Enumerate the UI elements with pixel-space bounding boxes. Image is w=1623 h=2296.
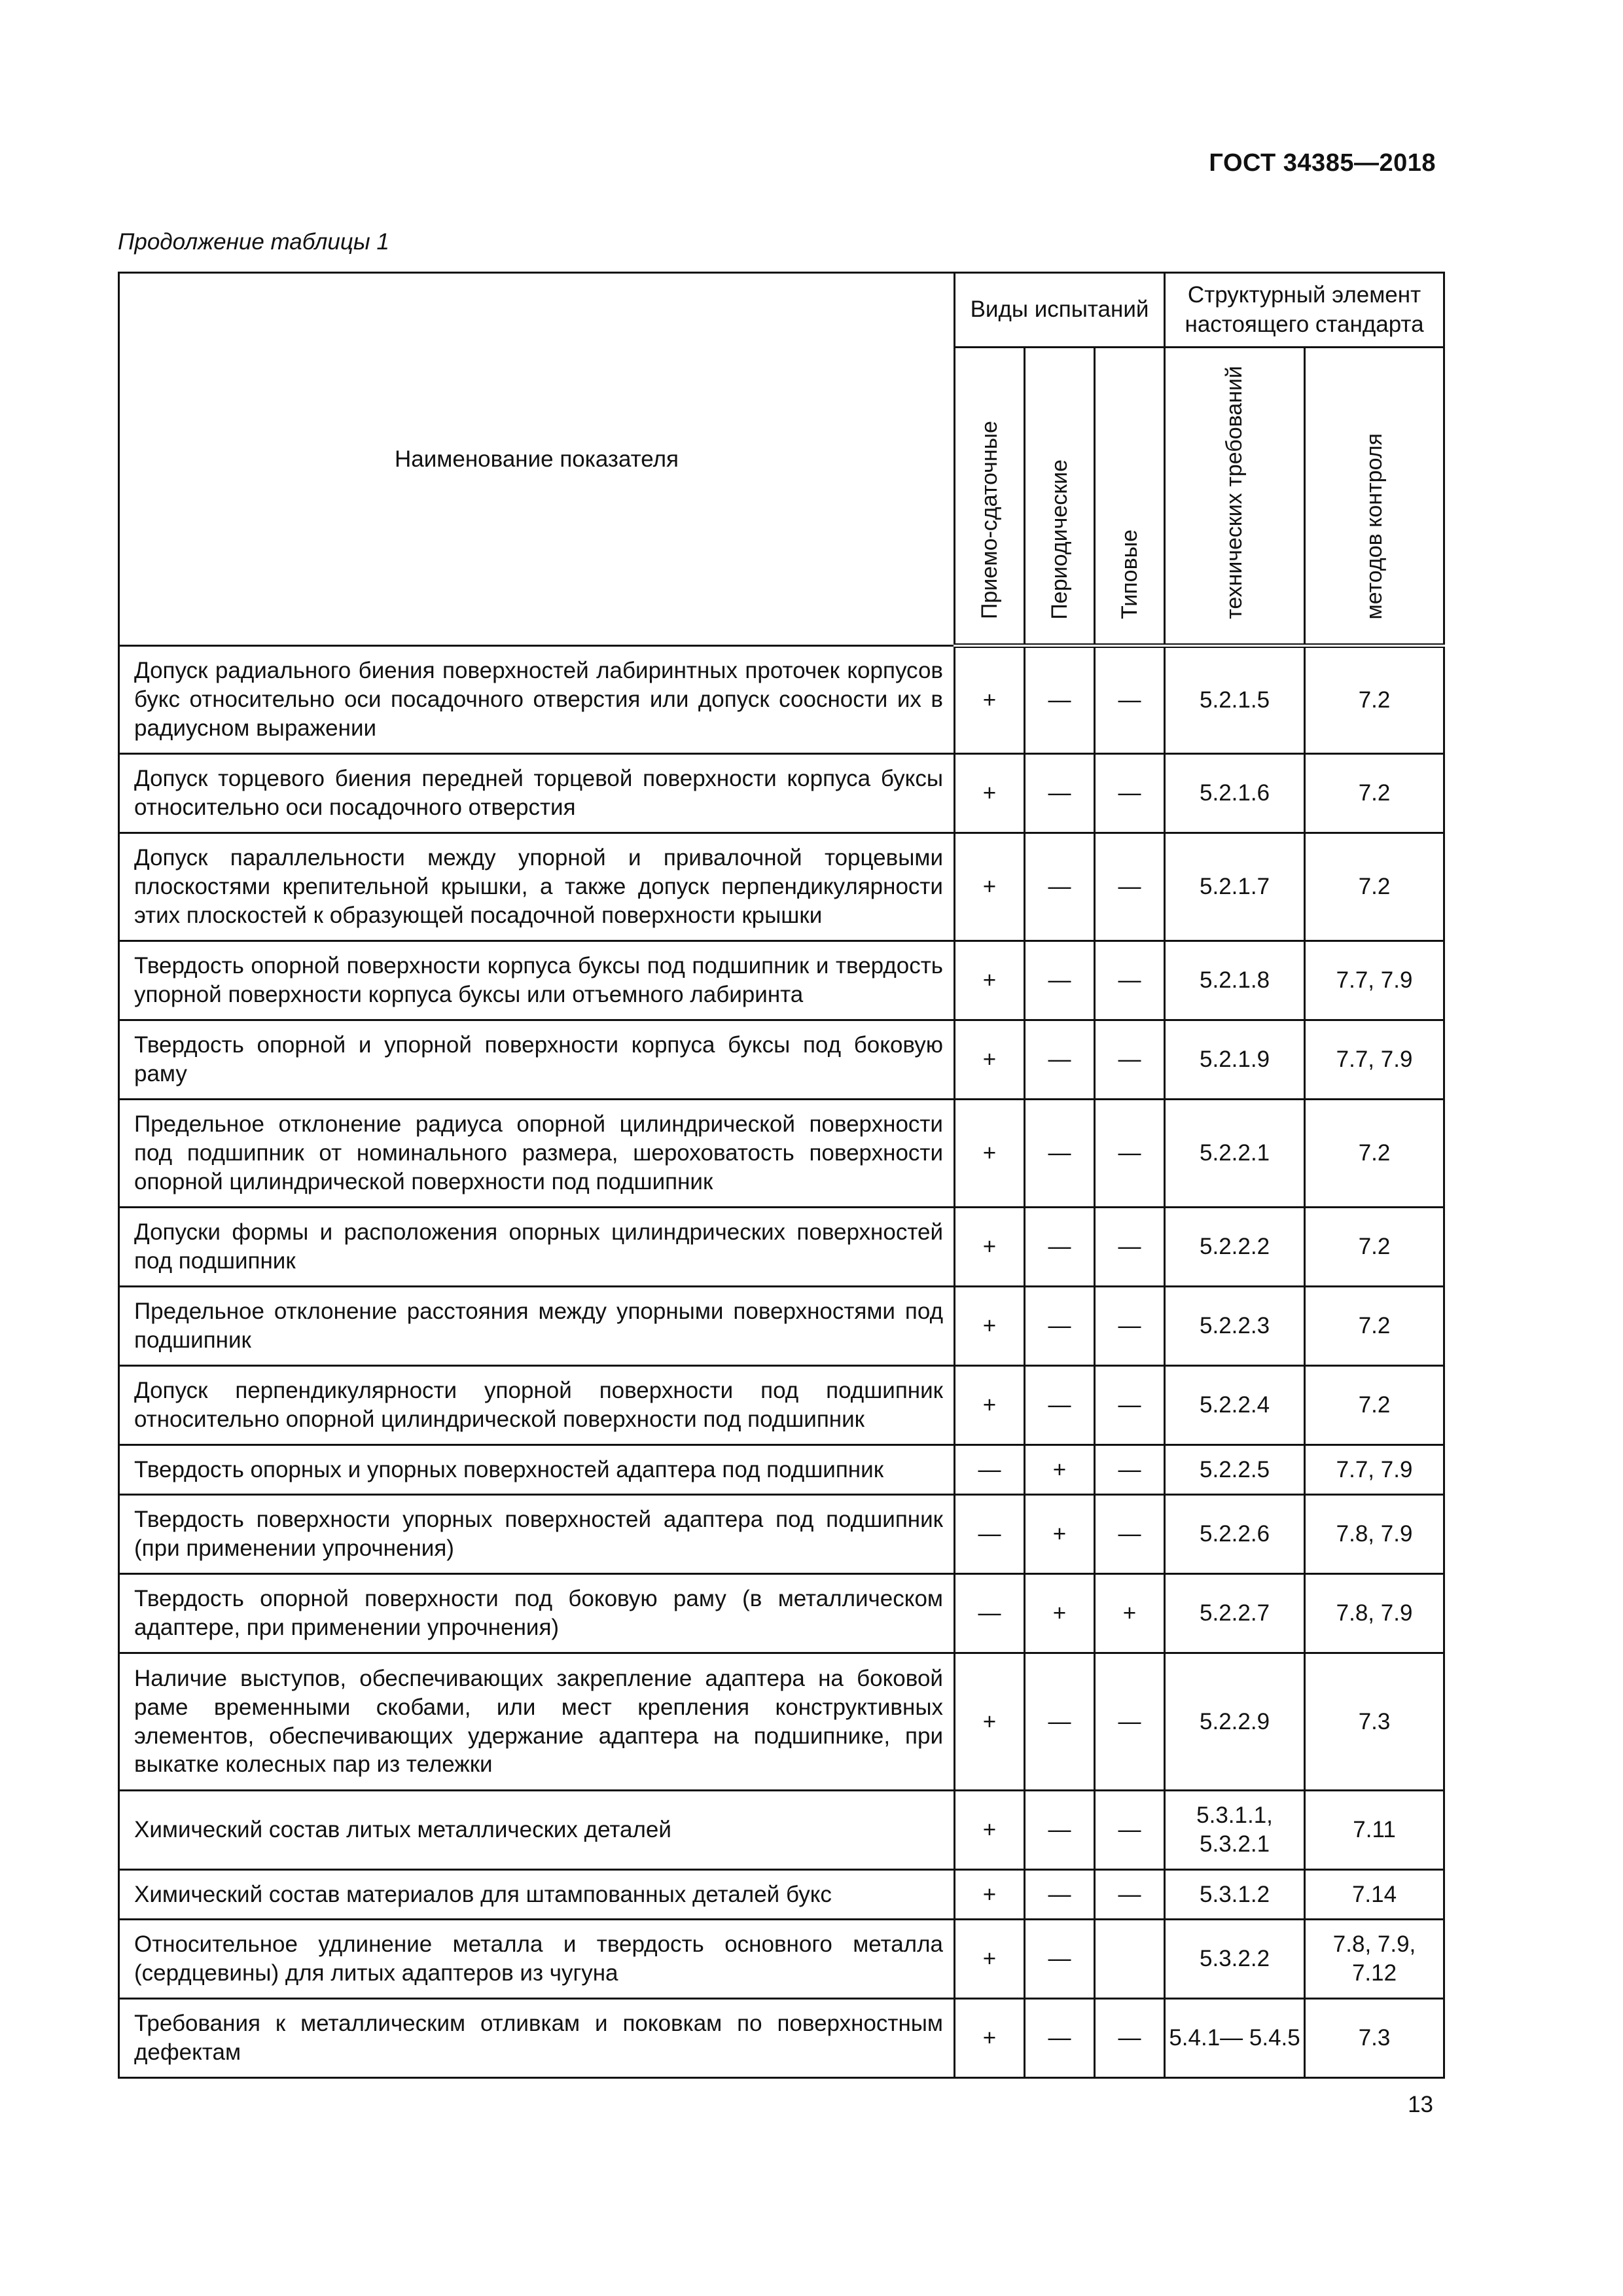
header-acceptance-tests: Приемо-сдаточные (955, 348, 1025, 646)
periodic-mark: — (1025, 1208, 1095, 1287)
table-row (119, 646, 1444, 754)
control-method-ref: 7.7, 7.9 (1305, 1445, 1444, 1495)
page-number: 13 (1408, 2092, 1433, 2117)
periodic-mark: — (1025, 1020, 1095, 1100)
control-method-ref: 7.3 (1305, 1653, 1444, 1791)
periodic-mark: — (1025, 1870, 1095, 1920)
type-mark: — (1095, 833, 1165, 941)
indicator-name: Допуск перпендикулярности упорной поверхности под подшипник относительно опорной цилиндрической поверхности под подшипник (119, 1366, 955, 1445)
technical-requirement-ref: 5.3.2.2 (1165, 1920, 1305, 1999)
periodic-mark: — (1025, 1366, 1095, 1445)
acceptance-mark: + (955, 833, 1025, 941)
control-method-ref: 7.7, 7.9 (1305, 1020, 1444, 1100)
table-row (119, 1287, 1444, 1366)
indicator-name: Твердость опорной поверхности корпуса буксы под подшипник и твердость упорной поверхности корпуса буксы или отъемного лабиринта (119, 941, 955, 1020)
technical-requirement-ref: 5.3.1.1, 5.3.2.1 (1165, 1791, 1305, 1870)
type-mark: — (1095, 646, 1165, 754)
technical-requirement-ref: 5.2.2.1 (1165, 1100, 1305, 1208)
indicator-name: Твердость опорной поверхности под боковую раму (в металлическом адаптере, при применении упрочнения) (119, 1574, 955, 1653)
header-structural-element: Структурный элемент настоящего стандарта (1165, 273, 1444, 348)
technical-requirement-ref: 5.2.2.5 (1165, 1445, 1305, 1495)
technical-requirement-ref: 5.2.2.4 (1165, 1366, 1305, 1445)
indicator-name: Допуск радиального биения поверхностей лабиринтных проточек корпусов букс относительно оси посадочного отверстия или допуск соосности их в радиусном выражении (119, 646, 955, 754)
control-method-ref: 7.2 (1305, 1208, 1444, 1287)
periodic-mark: + (1025, 1495, 1095, 1574)
table-row (119, 1495, 1444, 1574)
control-method-ref: 7.2 (1305, 1100, 1444, 1208)
technical-requirement-ref: 5.3.1.2 (1165, 1870, 1305, 1920)
acceptance-mark: + (955, 646, 1025, 754)
technical-requirement-ref: 5.2.2.3 (1165, 1287, 1305, 1366)
indicator-name: Химический состав материалов для штампованных деталей букс (119, 1870, 955, 1920)
indicator-name: Твердость поверхности упорных поверхностей адаптера под подшипник (при применении упрочнения) (119, 1495, 955, 1574)
control-method-ref: 7.8, 7.9 (1305, 1495, 1444, 1574)
control-method-ref: 7.8, 7.9 (1305, 1574, 1444, 1653)
control-method-ref: 7.14 (1305, 1870, 1444, 1920)
technical-requirement-ref: 5.2.1.5 (1165, 646, 1305, 754)
table-caption: Продолжение таблицы 1 (118, 229, 389, 255)
acceptance-mark: + (955, 1020, 1025, 1100)
header-periodic-tests: Периодические (1025, 348, 1095, 646)
control-method-ref: 7.8, 7.9, 7.12 (1305, 1920, 1444, 1999)
technical-requirement-ref: 5.2.2.2 (1165, 1208, 1305, 1287)
periodic-mark: — (1025, 941, 1095, 1020)
type-mark: + (1095, 1574, 1165, 1653)
periodic-mark: — (1025, 1100, 1095, 1208)
periodic-mark: — (1025, 1999, 1095, 2078)
control-method-ref: 7.2 (1305, 1287, 1444, 1366)
periodic-mark: — (1025, 754, 1095, 833)
type-mark: — (1095, 1791, 1165, 1870)
indicator-name: Предельное отклонение радиуса опорной цилиндрической поверхности под подшипник от номинального размера, шероховатость поверхности опорной цилиндрической поверхности под подшипник (119, 1100, 955, 1208)
indicator-name: Предельное отклонение расстояния между упорными поверхностями под подшипник (119, 1287, 955, 1366)
type-mark: — (1095, 1208, 1165, 1287)
header-test-types: Виды испытаний (955, 273, 1165, 348)
acceptance-mark: — (955, 1495, 1025, 1574)
indicator-name: Требования к металлическим отливкам и поковкам по поверхностным дефектам (119, 1999, 955, 2078)
table-row (119, 1020, 1444, 1100)
header-technical-requirements: технических требований (1165, 348, 1305, 646)
type-mark: — (1095, 1020, 1165, 1100)
periodic-mark: + (1025, 1445, 1095, 1495)
table-row (119, 1366, 1444, 1445)
acceptance-mark: + (955, 941, 1025, 1020)
table-row (119, 1208, 1444, 1287)
type-mark: — (1095, 1653, 1165, 1791)
table-row (119, 941, 1444, 1020)
type-mark: — (1095, 1870, 1165, 1920)
table-row (119, 1870, 1444, 1920)
type-mark: — (1095, 1287, 1165, 1366)
type-mark: — (1095, 941, 1165, 1020)
type-mark: — (1095, 1445, 1165, 1495)
table-row (119, 1791, 1444, 1870)
control-method-ref: 7.2 (1305, 646, 1444, 754)
type-mark: — (1095, 1366, 1165, 1445)
table-row (119, 1653, 1444, 1791)
control-method-ref: 7.11 (1305, 1791, 1444, 1870)
periodic-mark: + (1025, 1574, 1095, 1653)
indicator-name: Допуск торцевого биения передней торцевой поверхности корпуса буксы относительно оси посадочного отверстия (119, 754, 955, 833)
acceptance-mark: — (955, 1445, 1025, 1495)
table-row (119, 833, 1444, 941)
control-method-ref: 7.3 (1305, 1999, 1444, 2078)
indicator-name: Твердость опорных и упорных поверхностей адаптера под подшипник (119, 1445, 955, 1495)
table-row (119, 1445, 1444, 1495)
acceptance-mark: + (955, 1287, 1025, 1366)
acceptance-mark: + (955, 1100, 1025, 1208)
document-code: ГОСТ 34385—2018 (1209, 149, 1436, 177)
control-method-ref: 7.2 (1305, 833, 1444, 941)
indicator-name: Допуски формы и расположения опорных цилиндрических поверхностей под подшипник (119, 1208, 955, 1287)
table-row (119, 1999, 1444, 2078)
type-mark: — (1095, 1999, 1165, 2078)
indicator-name: Относительное удлинение металла и твердость основного металла (сердцевины) для литых адаптеров из чугуна (119, 1920, 955, 1999)
header-indicator-name: Наименование показателя (119, 273, 955, 646)
acceptance-mark: + (955, 1920, 1025, 1999)
technical-requirement-ref: 5.2.2.6 (1165, 1495, 1305, 1574)
acceptance-mark: + (955, 1870, 1025, 1920)
technical-requirement-ref: 5.2.2.7 (1165, 1574, 1305, 1653)
acceptance-mark: + (955, 1791, 1025, 1870)
type-mark: — (1095, 754, 1165, 833)
header-type-tests: Типовые (1095, 348, 1165, 646)
type-mark: — (1095, 1100, 1165, 1208)
technical-requirement-ref: 5.2.1.8 (1165, 941, 1305, 1020)
indicator-name: Твердость опорной и упорной поверхности корпуса буксы под боковую раму (119, 1020, 955, 1100)
technical-requirement-ref: 5.2.1.7 (1165, 833, 1305, 941)
acceptance-mark: — (955, 1574, 1025, 1653)
header-control-methods: методов контроля (1305, 348, 1444, 646)
periodic-mark: — (1025, 646, 1095, 754)
periodic-mark: — (1025, 1920, 1095, 1999)
type-mark: — (1095, 1495, 1165, 1574)
periodic-mark: — (1025, 1791, 1095, 1870)
indicators-table (118, 272, 1445, 2079)
type-mark (1095, 1920, 1165, 1999)
acceptance-mark: + (955, 754, 1025, 833)
table-row (119, 1574, 1444, 1653)
acceptance-mark: + (955, 1208, 1025, 1287)
control-method-ref: 7.2 (1305, 1366, 1444, 1445)
control-method-ref: 7.2 (1305, 754, 1444, 833)
acceptance-mark: + (955, 1366, 1025, 1445)
acceptance-mark: + (955, 1653, 1025, 1791)
technical-requirement-ref: 5.2.2.9 (1165, 1653, 1305, 1791)
periodic-mark: — (1025, 1287, 1095, 1366)
acceptance-mark: + (955, 1999, 1025, 2078)
technical-requirement-ref: 5.4.1— 5.4.5 (1165, 1999, 1305, 2078)
control-method-ref: 7.7, 7.9 (1305, 941, 1444, 1020)
technical-requirement-ref: 5.2.1.9 (1165, 1020, 1305, 1100)
table-row (119, 754, 1444, 833)
table-row (119, 1100, 1444, 1208)
table-row (119, 1920, 1444, 1999)
periodic-mark: — (1025, 833, 1095, 941)
periodic-mark: — (1025, 1653, 1095, 1791)
indicator-name: Допуск параллельности между упорной и привалочной торцевыми плоскостями крепительной крышки, а также допуск перпендикулярности этих плоскостей к образующей посадочной поверхности крышки (119, 833, 955, 941)
indicator-name: Наличие выступов, обеспечивающих закрепление адаптера на боковой раме временными скобами, или мест крепления конструктивных элементов, обеспечивающих удержание адаптера на подшипнике, при выкатке колесных пар из тележки (119, 1653, 955, 1791)
technical-requirement-ref: 5.2.1.6 (1165, 754, 1305, 833)
indicator-name: Химический состав литых металлических деталей (119, 1791, 955, 1870)
